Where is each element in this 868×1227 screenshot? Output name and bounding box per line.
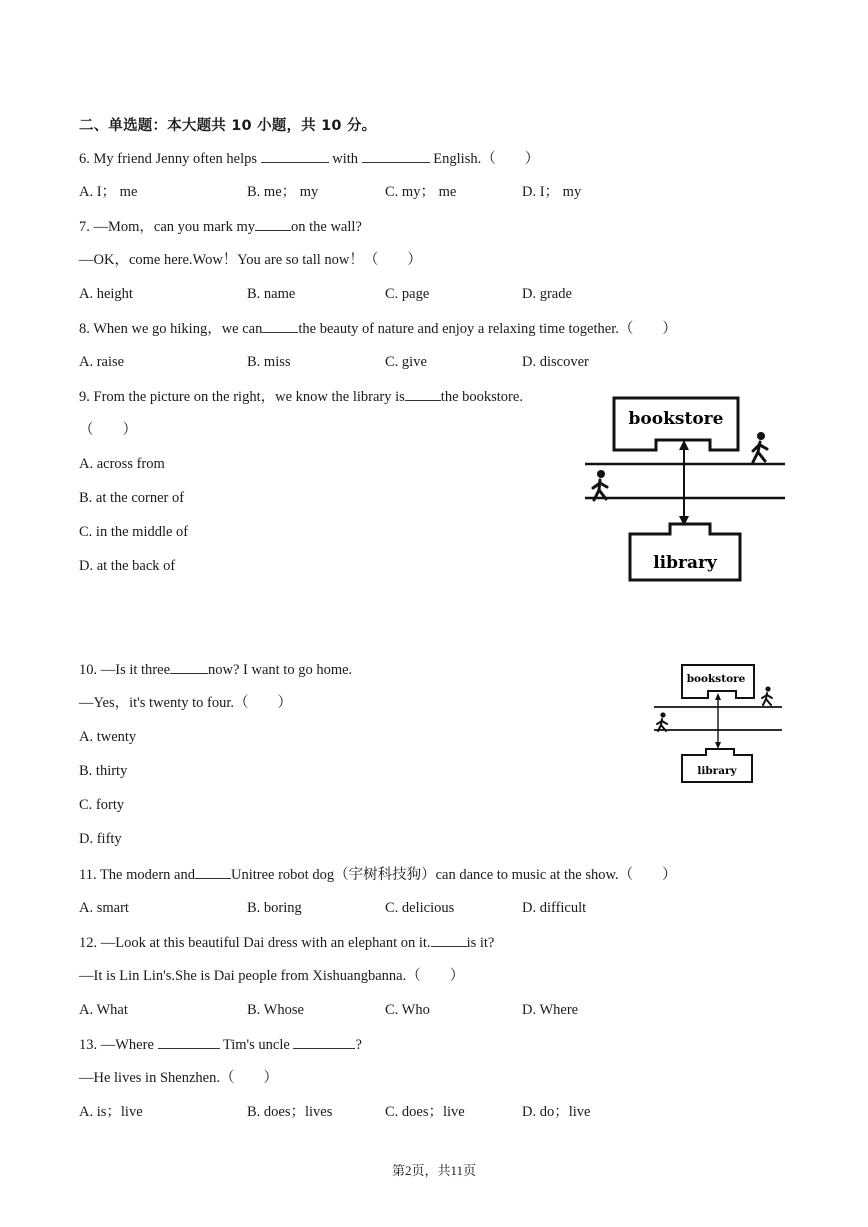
question-text: 8. When we go hiking，we can bbox=[79, 321, 263, 337]
question-text: Tim's uncle bbox=[219, 1037, 294, 1053]
question-text: —He lives in Shenzhen.（ ） bbox=[79, 1070, 278, 1086]
option-d: D. fifty bbox=[79, 831, 122, 847]
option-c: C. does；live bbox=[385, 1104, 465, 1120]
option-c: C. Who bbox=[385, 1002, 430, 1018]
option-a: A. I； me bbox=[79, 184, 138, 200]
question-10-line-2 bbox=[79, 694, 292, 712]
pedestrian-icon bbox=[593, 470, 607, 500]
answer-blank bbox=[262, 319, 298, 333]
option-a: A. raise bbox=[79, 354, 125, 370]
question-12-line-2 bbox=[79, 967, 464, 985]
bookstore-label: bookstore bbox=[686, 673, 746, 685]
question-text: is it? bbox=[466, 935, 495, 951]
bookstore-label: bookstore bbox=[628, 409, 724, 429]
option-c: C. in the middle of bbox=[79, 524, 189, 540]
question-13-line-2 bbox=[79, 1069, 278, 1087]
option-c: C. delicious bbox=[385, 900, 455, 916]
answer-blank bbox=[431, 933, 467, 947]
answer-blank bbox=[170, 660, 208, 674]
question-7-line-1 bbox=[79, 217, 362, 236]
option-d: D. grade bbox=[522, 286, 572, 302]
question-9-line-1 bbox=[79, 387, 523, 406]
question-text: 12. —Look at this beautiful Dai dress with an elephant on it. bbox=[79, 935, 431, 951]
question-text: 13. —Where bbox=[79, 1037, 158, 1053]
option-b: B. at the corner of bbox=[79, 490, 185, 506]
question-text: 7. —Mom，can you mark my bbox=[79, 219, 255, 235]
option-b: B. name bbox=[247, 286, 296, 302]
page-footer: 第2页，共11页 bbox=[391, 1163, 477, 1178]
question-9-line-2 bbox=[79, 421, 137, 439]
question-text: 10. —Is it three bbox=[79, 662, 171, 678]
option-d: D. difficult bbox=[522, 900, 587, 916]
library-label: library bbox=[653, 553, 717, 573]
section-title: 二、单选题：本大题共 10 小题，共 10 分。 bbox=[79, 118, 377, 134]
library-label: library bbox=[697, 765, 737, 777]
question-text: 9. From the picture on the right，we know the library is bbox=[79, 389, 405, 405]
question-text: —Yes，it's twenty to four.（ ） bbox=[79, 695, 293, 711]
question-text: with bbox=[328, 151, 362, 167]
option-b: B. miss bbox=[247, 354, 291, 370]
pedestrian-icon bbox=[753, 432, 767, 462]
answer-blank bbox=[362, 149, 430, 163]
question-11-line-1 bbox=[79, 865, 677, 884]
option-d: D. I； my bbox=[522, 184, 582, 200]
question-text: Unitree robot dog（宇树科技狗）can dance to music at the show.（ ） bbox=[230, 867, 677, 883]
question-text: on the wall? bbox=[291, 219, 362, 235]
option-b: B. Whose bbox=[247, 1002, 304, 1018]
answer-blank bbox=[405, 387, 441, 401]
option-a: A. across from bbox=[79, 456, 165, 472]
option-b: B. me； my bbox=[247, 184, 319, 200]
arrow-up-icon bbox=[715, 693, 721, 700]
question-12-line-1 bbox=[79, 933, 494, 952]
option-c: C. page bbox=[385, 286, 430, 302]
option-d: D. do；live bbox=[522, 1104, 591, 1120]
option-b: B. boring bbox=[247, 900, 302, 916]
question-text: 11. The modern and bbox=[79, 867, 195, 883]
pedestrian-icon bbox=[762, 686, 772, 705]
answer-blank bbox=[293, 1035, 355, 1049]
pedestrian-icon bbox=[657, 712, 667, 731]
option-a: A. What bbox=[79, 1002, 128, 1018]
answer-blank bbox=[261, 149, 329, 163]
question-7-line-2 bbox=[79, 251, 422, 269]
answer-blank bbox=[195, 865, 231, 879]
question-text: —It is Lin Lin's.She is Dai people from Xishuangbanna.（ ） bbox=[79, 968, 465, 984]
question-text: ? bbox=[355, 1037, 362, 1053]
question-10-line-1 bbox=[79, 660, 352, 679]
question-6-line-1 bbox=[79, 149, 539, 168]
question-text: 6. My friend Jenny often helps bbox=[79, 151, 261, 167]
option-d: D. discover bbox=[522, 354, 589, 370]
option-a: A. height bbox=[79, 286, 133, 302]
question-text: now? I want to go home. bbox=[208, 662, 353, 678]
answer-blank bbox=[158, 1035, 220, 1049]
question-text: English.（ ） bbox=[429, 151, 540, 167]
question-text: （ ） bbox=[79, 422, 137, 438]
question-text: —OK，come here.Wow！You are so tall now！（ ） bbox=[79, 252, 422, 268]
question-13-line-1 bbox=[79, 1035, 362, 1054]
option-b: B. does；lives bbox=[247, 1104, 333, 1120]
question-text: the beauty of nature and enjoy a relaxing time together.（ ） bbox=[298, 321, 677, 337]
option-d: D. Where bbox=[522, 1002, 579, 1018]
option-a: A. twenty bbox=[79, 729, 137, 745]
bookstore-library-diagram-small bbox=[650, 660, 784, 788]
question-text: the bookstore. bbox=[440, 389, 523, 405]
question-8-line-1 bbox=[79, 319, 677, 338]
bookstore-library-diagram-large bbox=[580, 388, 790, 593]
option-c: C. forty bbox=[79, 797, 125, 813]
answer-blank bbox=[255, 217, 291, 231]
option-c: C. give bbox=[385, 354, 427, 370]
arrow-down-icon bbox=[715, 742, 721, 749]
option-c: C. my； me bbox=[385, 184, 457, 200]
option-d: D. at the back of bbox=[79, 558, 176, 574]
option-a: A. smart bbox=[79, 900, 129, 916]
option-b: B. thirty bbox=[79, 763, 128, 779]
option-a: A. is；live bbox=[79, 1104, 143, 1120]
